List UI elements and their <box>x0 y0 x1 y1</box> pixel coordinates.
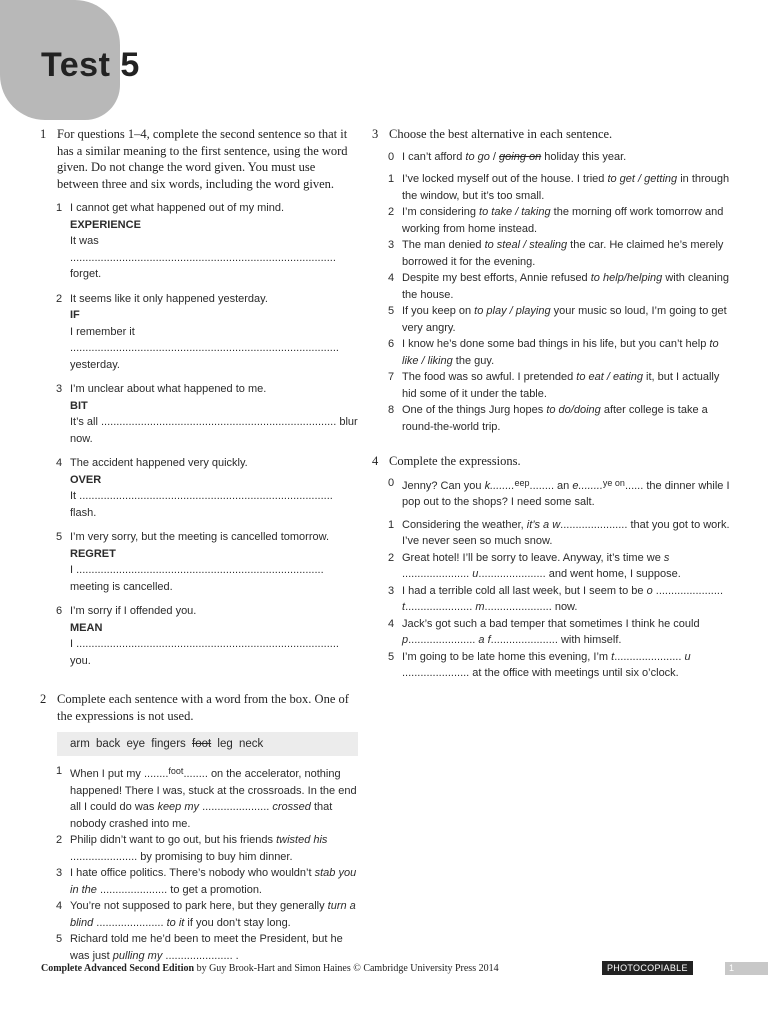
answer-gap[interactable]: ...................... and went home, I suppose. <box>478 568 681 580</box>
item-sentence: I’m sorry if I offended you. <box>70 605 197 617</box>
section-2-instructions: Complete each sentence with a word from the box. One of the expressions is not used. <box>57 692 349 723</box>
s4-item-5 <box>388 649 732 682</box>
text: The man denied <box>402 239 485 251</box>
letter-hint: it’s a w <box>526 518 561 531</box>
s1-item-5 <box>56 529 358 595</box>
keyword: EXPERIENCE <box>70 218 141 231</box>
text: the morning off work tomorrow and working from home instead. <box>402 206 724 235</box>
text: Great hotel! I’ll be sorry to leave. Anyway, it’s time we <box>402 551 664 564</box>
s3-item-3 <box>388 237 732 270</box>
item-number: 4 <box>388 272 395 284</box>
option-choice[interactable]: to eat / eating <box>576 371 643 383</box>
keyword: REGRET <box>70 547 116 560</box>
text: ...... the dinner while I pop out to the shops? I need some salt. <box>402 479 730 508</box>
answer-line[interactable]: It’s all ............................................................................. blur now. <box>70 416 358 445</box>
s2-item-5 <box>56 931 358 964</box>
text: if you don’t stay long. <box>184 916 291 929</box>
letter-hint: m <box>475 601 485 613</box>
item-number: 4 <box>388 617 395 630</box>
text: Jack’s got such a bad temper that sometimes I think he could <box>402 617 700 630</box>
text: it, but I actually hid some of it under the table. <box>402 371 720 400</box>
text: One of the things Jurg hopes <box>402 404 547 416</box>
item-number: 1 <box>56 202 63 214</box>
s2-item-2 <box>56 832 358 865</box>
box-word: eye <box>126 738 146 750</box>
s3-item-1 <box>388 171 732 204</box>
box-word: back <box>96 738 121 750</box>
item-number: 6 <box>56 605 63 617</box>
item-number: 3 <box>388 584 395 597</box>
letter-hint: u <box>472 568 479 580</box>
item-number: 3 <box>56 383 63 395</box>
option-choice[interactable]: to do/doing <box>546 404 601 416</box>
s3-item-8 <box>388 402 732 435</box>
answer-gap[interactable]: ...................... <box>405 601 476 613</box>
section-3-instructions: Choose the best alternative in each sentence. <box>389 127 613 141</box>
item-number: 0 <box>388 150 395 163</box>
item-number: 1 <box>56 765 63 777</box>
text: Philip didn’t want to go out, but his friends <box>70 834 277 846</box>
item-number: 1 <box>388 173 395 185</box>
item-sentence: I’m unclear about what happened to me. <box>70 383 267 395</box>
answer-gap[interactable]: ...................... that you got to work. I’ve never seen so much snow. <box>402 518 730 547</box>
letter-hint: t <box>402 601 406 613</box>
letter-hint: e........ <box>572 479 603 492</box>
answer-gap[interactable]: ...................... by promising to buy him dinner. <box>70 850 293 863</box>
text: Despite my best efforts, Annie refused <box>402 272 591 284</box>
section-2-number: 2 <box>40 692 47 706</box>
item-number: 5 <box>388 650 395 663</box>
item-sentence: The accident happened very quickly. <box>70 457 248 469</box>
text: in through the window, but it’s too small. <box>402 173 730 202</box>
text: I can’t afford <box>402 150 466 163</box>
answer-line[interactable]: I ................................................................................. meeting is cancelled. <box>70 564 324 593</box>
s1-item-1 <box>56 200 358 283</box>
text: the guy. <box>452 354 495 367</box>
box-word: fingers <box>151 738 186 750</box>
text: I’m considering <box>402 206 480 218</box>
text: I’ve locked myself out of the house. I tried <box>402 173 608 185</box>
answer-gap[interactable]: ...................... . <box>162 949 239 962</box>
option-choice[interactable]: to play / playing <box>474 305 551 317</box>
section-4-number: 4 <box>372 454 379 468</box>
idiom-text: turn a blind <box>70 900 356 929</box>
text: When I put my ........ <box>70 768 169 780</box>
item-number: 4 <box>56 457 63 469</box>
keyword: MEAN <box>70 621 103 634</box>
text: / <box>489 150 500 163</box>
s3-item-5 <box>388 303 732 336</box>
section-4-heading <box>372 453 732 470</box>
s2-item-1 <box>56 763 358 832</box>
section-3-number: 3 <box>372 127 379 141</box>
s1-item-3 <box>56 381 358 447</box>
s4-item-1 <box>388 517 732 550</box>
page-title: Test 5 <box>41 46 140 84</box>
item-number: 5 <box>56 933 63 945</box>
item-number: 2 <box>56 834 63 846</box>
item-sentence: I cannot get what happened out of my mind. <box>70 202 285 214</box>
text: Considering the weather, <box>402 518 527 531</box>
idiom-text: crossed <box>272 801 311 813</box>
idiom-text: pulling my <box>112 949 163 962</box>
item-number: 2 <box>388 551 395 564</box>
item-number: 7 <box>388 371 395 383</box>
item-number: 6 <box>388 338 395 350</box>
answer-gap[interactable]: ...................... <box>93 916 167 929</box>
section-1-heading <box>40 126 358 192</box>
book-title: Complete Advanced Second Edition <box>41 963 195 974</box>
item-number: 2 <box>388 206 395 218</box>
section-1-number: 1 <box>40 127 47 141</box>
text: the car. He claimed he’s merely borrowed it for the evening. <box>402 239 724 268</box>
item-sentence: It seems like it only happened yesterday. <box>70 292 268 305</box>
answer-gap[interactable]: ...................... now. <box>484 601 578 613</box>
text: Richard told me he’d been to meet the President, but he was just <box>70 933 343 962</box>
option-choice[interactable]: to take / taking <box>479 206 551 218</box>
text: that nobody crashed into me. <box>70 801 333 830</box>
answer-gap[interactable]: ...................... with himself. <box>490 634 622 646</box>
word-box <box>57 732 358 756</box>
letter-hint: u <box>684 650 691 663</box>
right-column <box>372 126 732 682</box>
example-answer: eep <box>514 477 530 488</box>
page-number: 1 <box>725 962 768 975</box>
option-choice[interactable]: to help/helping <box>590 272 663 284</box>
text: with cleaning the house. <box>402 272 729 301</box>
idiom-text: twisted his <box>276 834 328 846</box>
option-text: to go <box>465 150 490 163</box>
item-number: 1 <box>388 518 395 531</box>
example-answer: ye on <box>602 477 625 488</box>
section-2-heading <box>40 691 358 724</box>
text: holiday this year. <box>541 150 627 163</box>
keyword: OVER <box>70 473 102 486</box>
text: ........ an <box>529 479 573 492</box>
letter-hint: p <box>402 634 409 646</box>
section-4-instructions: Complete the expressions. <box>389 454 521 468</box>
s1-item-2 <box>56 291 358 374</box>
text: I had a terrible cold all last week, but I seem to be <box>402 584 647 597</box>
idiom-text: keep my <box>157 801 200 813</box>
s4-item-0 <box>388 475 732 511</box>
text: I’m going to be late home this evening, I’m <box>402 650 612 663</box>
text: If you keep on <box>402 305 475 317</box>
letter-hint: o <box>646 584 653 597</box>
s2-item-3 <box>56 865 358 898</box>
answer-gap[interactable]: ...................... <box>652 584 723 597</box>
item-number: 0 <box>388 476 395 489</box>
keyword: BIT <box>70 399 88 412</box>
letter-hint: k........ <box>484 479 515 492</box>
s4-item-4 <box>388 616 732 649</box>
section-3-heading <box>372 126 732 143</box>
option-choice[interactable]: to get / getting <box>607 173 678 185</box>
answer-line[interactable]: I ...................................................................................... you. <box>70 638 339 667</box>
box-word-used: foot <box>192 738 212 750</box>
s4-item-3 <box>388 583 732 616</box>
answer-gap[interactable]: ...................... <box>614 650 685 663</box>
text: your music so loud, I’m going to get very angry. <box>402 305 727 334</box>
answer-gap[interactable]: ...................... at the office with meetings until six o’clock. <box>402 667 679 679</box>
option-choice[interactable]: to steal / stealing <box>484 239 568 251</box>
text: ........ on the accelerator, nothing happened! There I was, stuck at the crossroads. In the end all I could do was <box>70 768 357 813</box>
box-word: neck <box>238 738 264 750</box>
s1-item-4 <box>56 455 358 521</box>
option-text-crossed: going on <box>499 150 542 163</box>
item-number: 8 <box>388 404 395 416</box>
idiom-text: to it <box>166 916 185 929</box>
letter-hint: s <box>663 551 670 564</box>
text: I hate office politics. There’s nobody who wouldn’t <box>70 867 315 879</box>
item-sentence: I’m very sorry, but the meeting is cancelled tomorrow. <box>70 531 330 543</box>
s3-item-4 <box>388 270 732 303</box>
left-column <box>40 126 358 964</box>
item-number: 3 <box>56 867 63 879</box>
photocopiable-label: PHOTOCOPIABLE <box>602 961 693 975</box>
item-number: 3 <box>388 239 395 251</box>
s3-item-0 <box>388 149 732 166</box>
answer-gap[interactable]: ...................... <box>199 801 273 813</box>
item-number: 4 <box>56 900 63 912</box>
item-number: 5 <box>388 305 395 317</box>
example-answer: foot <box>168 766 184 776</box>
s4-item-2 <box>388 550 732 583</box>
s3-item-6 <box>388 336 732 369</box>
item-number: 5 <box>56 531 63 543</box>
text: You’re not supposed to park here, but they generally <box>70 900 328 912</box>
s3-item-7 <box>388 369 732 402</box>
box-word: arm <box>70 738 90 750</box>
s3-item-2 <box>388 204 732 237</box>
keyword: IF <box>70 309 80 321</box>
section-1-instructions: For questions 1–4, complete the second sentence so that it has a similar meaning to the first sentence, using the word given. Do not change the word given. You must use between three and six words, including the word given. <box>57 127 348 191</box>
s2-item-4 <box>56 898 358 931</box>
text: Jenny? Can you <box>402 479 485 492</box>
idiom-text: stab you in the <box>70 867 357 896</box>
item-number: 2 <box>56 292 63 305</box>
text: I know he’s done some bad things in his life, but you can’t help <box>402 338 710 350</box>
text: after college is take a round-the-world trip. <box>402 404 708 433</box>
box-word: leg <box>217 738 233 750</box>
s1-item-6 <box>56 603 358 669</box>
letter-hint: t <box>611 650 615 663</box>
answer-gap[interactable]: ...................... <box>402 568 473 580</box>
answer-line[interactable]: It was ....................................................................................... forget. <box>70 235 336 280</box>
option-choice[interactable]: to like / liking <box>402 338 719 367</box>
footer-credit <box>41 963 499 974</box>
answer-line[interactable]: It ................................................................................... flash. <box>70 490 333 519</box>
answer-gap[interactable]: ...................... <box>408 634 479 646</box>
letter-hint: a f <box>478 634 491 646</box>
answer-line[interactable]: I remember it ........................................................................................ yesterday. <box>70 325 339 371</box>
text: The food was so awful. I pretended <box>402 371 577 383</box>
credit-text: by Guy Brook-Hart and Simon Haines © Cambridge University Press 2014 <box>194 963 499 974</box>
answer-gap[interactable]: ...................... to get a promotion. <box>96 883 262 896</box>
